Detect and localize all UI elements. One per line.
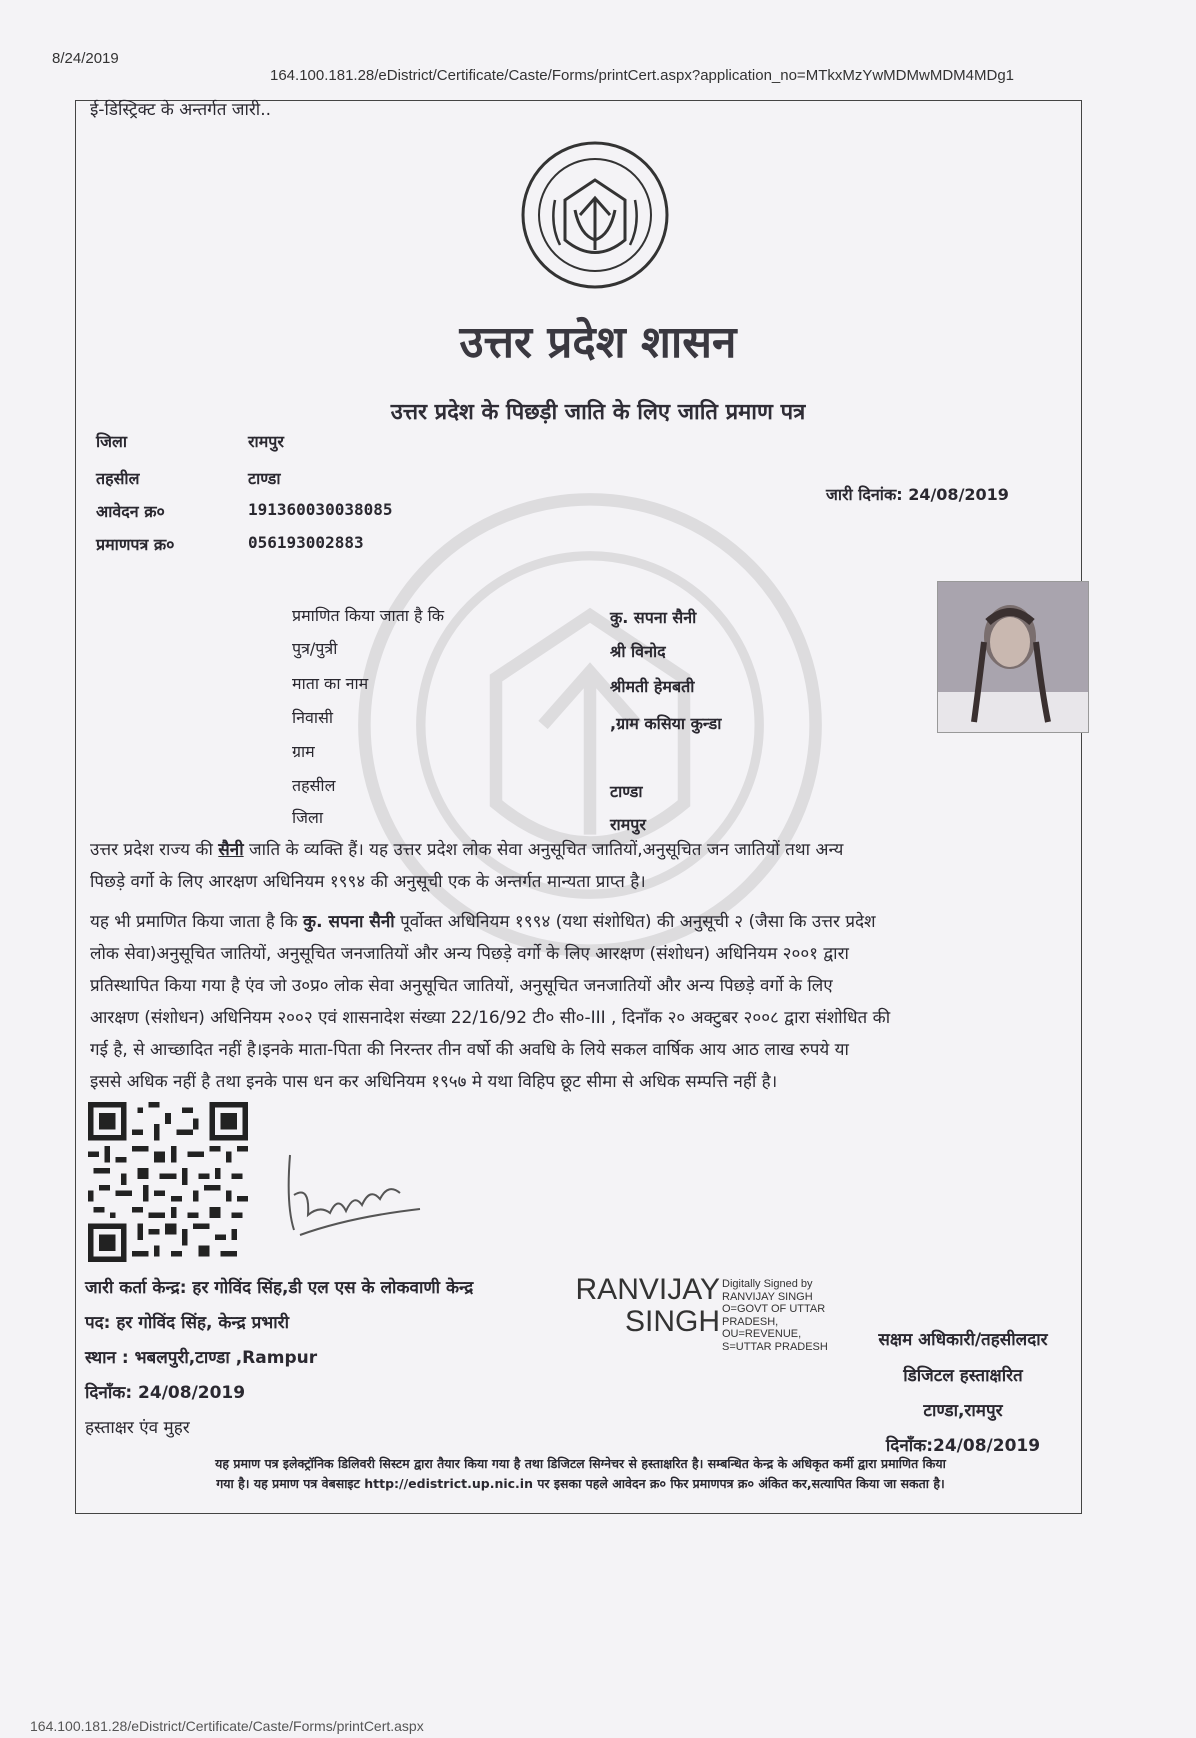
applicant-photo <box>937 581 1089 733</box>
certified-label: प्रमाणित किया जाता है कि <box>292 606 445 625</box>
parent-value: श्री विनोद <box>610 642 666 661</box>
village-label: ग्राम <box>292 742 315 761</box>
district-value: रामपुर <box>248 432 284 451</box>
up-government-emblem-icon <box>520 140 670 290</box>
sign-seal-label: हस्ताक्षर एंव मुहर <box>85 1418 190 1438</box>
handwritten-signature-icon <box>280 1135 430 1245</box>
district-label: जिला <box>96 432 128 451</box>
officer-digital-signed: डिजिटल हस्ताक्षरित <box>903 1366 1023 1386</box>
creamy-paragraph-line5: गई है, से आच्छादित नहीं है।इनके माता-पिता की निरन्तर तीन वर्षो की अवधि के लिये सकल वार्षिक आय आठ लाख रुपये या <box>90 1040 849 1060</box>
caste-paragraph-line1: उत्तर प्रदेश राज्य की सैनी जाति के व्यक्ति हैं। यह उत्तर प्रदेश लोक सेवा अनुसूचित जातियों,अनुसूचित जन जातियों तथा अन्य <box>90 840 844 860</box>
issuer-date: दिनाँक: 24/08/2019 <box>85 1383 246 1403</box>
officer-date: दिनाँक:24/08/2019 <box>885 1436 1041 1456</box>
creamy-layer-paragraph <box>90 906 1080 1098</box>
document-subtitle: उत्तर प्रदेश के पिछड़ी जाति के लिए जाति प्रमाण पत्र <box>390 400 806 425</box>
application-value: 191360030038085 <box>248 500 393 519</box>
certificate-label: प्रमाणपत्र क्र० <box>96 535 175 554</box>
caste-name: सैनी <box>218 840 244 860</box>
issued-under-note: ई-डिस्ट्रिक्ट के अन्तर्गत जारी.. <box>90 100 272 120</box>
creamy-paragraph-line1: यह भी प्रमाणित किया जाता है कि कु. सपना सैनी पूर्वोक्त अधिनियम १९९४ (यथा संशोधित) की अनुसूची २ (जैसा कि उत्तर प्रदेश <box>90 912 876 932</box>
mother-label: माता का नाम <box>292 674 369 693</box>
officer-designation: सक्षम अधिकारी/तहसीलदार <box>878 1330 1048 1350</box>
district-detail-label: जिला <box>292 808 324 827</box>
certificate-value: 056193002883 <box>248 533 364 552</box>
tehsil-detail-value: टाण्डा <box>610 782 643 801</box>
print-url: 164.100.181.28/eDistrict/Certificate/Caste/Forms/printCert.aspx?application_no=MTkxMzYwMDMwMDM4MDg1 <box>270 67 1015 84</box>
issuing-center: जारी कर्ता केन्द्र: हर गोविंद सिंह,डी एल एस के लोकवाणी केन्द्र <box>85 1278 474 1298</box>
issue-date: जारी दिनांक: 24/08/2019 <box>826 485 1009 504</box>
creamy-paragraph-line2: लोक सेवा)अनुसूचित जातियों, अनुसूचित जनजातियों और अन्य पिछड़े वर्गो के लिए आरक्षण (संशोधन) अधिनियम २००१ द्वारा <box>90 944 849 964</box>
print-date: 8/24/2019 <box>52 50 119 67</box>
creamy-paragraph-line3: प्रतिस्थापित किया गया है एंव जो उ०प्र० लोक सेवा अनुसूचित जातियों, अनुसूचित जनजातियों और अन्य पिछड़े वर्गो के लिए <box>90 976 833 996</box>
creamy-paragraph-line6: इससे अधिक नहीं है तथा इनके पास धन कर अधिनियम १९५७ मे यथा विहिप छूट सीमा से अधिक सम्पत्ति नहीं है। <box>90 1072 778 1092</box>
parent-label: पुत्र/पुत्री <box>292 639 338 658</box>
person-photo-icon <box>938 582 1088 732</box>
qr-code-icon <box>88 1102 248 1262</box>
issuer-post: पद: हर गोविंद सिंह, केन्द्र प्रभारी <box>85 1313 290 1333</box>
tehsil-detail-label: तहसील <box>292 776 336 795</box>
resident-value: ,ग्राम कसिया कुन्डा <box>610 714 722 733</box>
applicant-name: कु. सपना सैनी <box>303 912 395 932</box>
district-detail-value: रामपुर <box>610 815 646 834</box>
digital-signature-info: Digitally Signed by RANVIJAY SINGH O=GOVT OF UTTAR PRADESH, OU=REVENUE, S=UTTAR PRADESH <box>722 1278 828 1353</box>
resident-label: निवासी <box>292 708 334 727</box>
caste-paragraph <box>90 834 1080 898</box>
digital-signer-name: RANVIJAY SINGH <box>575 1273 720 1338</box>
page-bottom-url: 164.100.181.28/eDistrict/Certificate/Caste/Forms/printCert.aspx <box>30 1718 424 1734</box>
officer-place: टाण्डा,रामपुर <box>923 1401 1003 1421</box>
application-label: आवेदन क्र० <box>96 502 165 521</box>
tehsil-value: टाण्डा <box>248 469 281 488</box>
issuer-place: स्थान : भबलपुरी,टाण्डा ,Rampur <box>85 1348 318 1368</box>
mother-value: श्रीमती हेमबती <box>610 677 695 696</box>
certified-value: कु. सपना सैनी <box>610 608 697 627</box>
verification-footnote: यह प्रमाण पत्र इलेक्ट्रॉनिक डिलिवरी सिस्टम द्वारा तैयार किया गया है तथा डिजिटल सिग्नेचर से हस्ताक्षरित है। सम्बन्धित केन्द्र के अधिकृत कर्मी द्वारा प्रमाणित किया गया है। यह प्रमाण पत्र वेबसाइट http://edistrict.up.nic.in पर इसका पहले आवेदन क्र० फिर प्रमाणपत्र क्र० अंकित कर,सत्यापित किया जा सकता है। <box>215 1456 946 1491</box>
caste-paragraph-line2: पिछड़े वर्गो के लिए आरक्षण अधिनियम १९९४ की अनुसूची एक के अन्तर्गत मान्यता प्राप्त है। <box>90 872 646 892</box>
tehsil-label: तहसील <box>96 469 140 488</box>
creamy-paragraph-line4: आरक्षण (संशोधन) अधिनियम २००२ एवं शासनादेश संख्या 22/16/92 टी० सी०-III , दिनाँक २० अक्टुबर २००८ द्वारा संशोधित की <box>90 1008 891 1028</box>
document-title: उत्तर प्रदेश शासन <box>459 317 737 368</box>
